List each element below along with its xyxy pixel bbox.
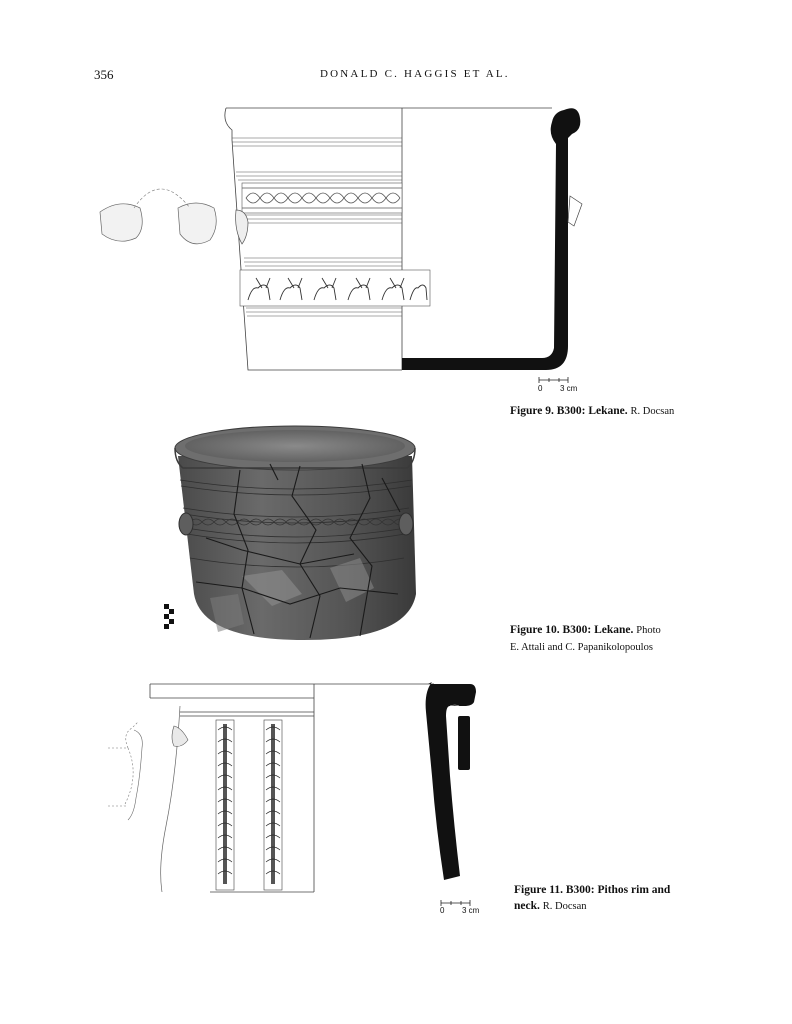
figure-9-scale-zero: 0	[538, 384, 543, 393]
page-number: 356	[94, 67, 114, 82]
figure-10-caption-credit-line2: E. Attali and C. Papanikolopoulos	[510, 642, 653, 653]
figure-9-scale-end: 3 cm	[560, 384, 578, 393]
figure-10-caption-credit-line1: Photo	[636, 625, 661, 636]
figure-11-caption-credit: R. Docsan	[542, 901, 587, 912]
figure-9-caption-title: Figure 9. B300: Lekane.	[510, 405, 628, 417]
figure-10-lekane-photo	[150, 418, 425, 648]
running-head: DONALD C. HAGGIS ET AL.	[320, 68, 510, 80]
figure-11-caption-title-line2: neck.	[514, 900, 540, 912]
figure-9-caption-credit: R. Docsan	[630, 406, 675, 417]
figure-9-caption	[510, 403, 674, 420]
figure-11-pithos-drawing	[98, 676, 488, 902]
figure-11-scale-zero: 0	[440, 906, 445, 915]
figure-9-lekane-drawing	[90, 100, 590, 380]
figure-10-caption	[510, 622, 661, 656]
figure-11-caption	[514, 882, 670, 915]
figure-11-scale-end: 3 cm	[462, 906, 480, 915]
figure-10-caption-title: Figure 10. B300: Lekane.	[510, 624, 634, 636]
figure-11-caption-title-line1: Figure 11. B300: Pithos rim and	[514, 884, 671, 896]
figure-9-scale-bar	[538, 376, 578, 384]
